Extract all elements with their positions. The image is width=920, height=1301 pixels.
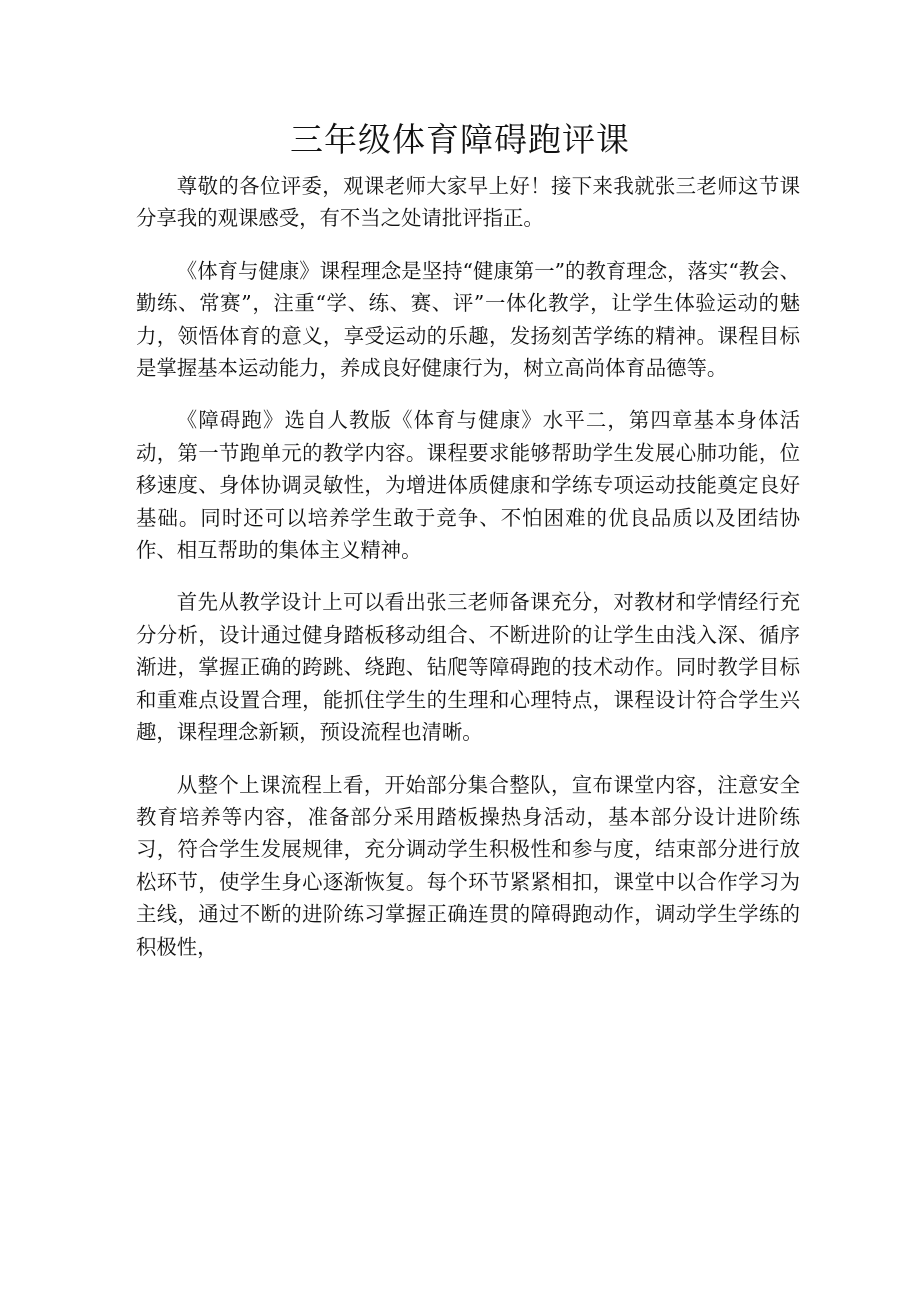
paragraph-teaching-design: 首先从教学设计上可以看出张三老师备课充分，对教材和学情经行充分分析，设计通过健身踏板移动组合、不断进阶的让学生由浅入深、循序渐进，掌握正确的跨跳、绕跑、钻爬等障碍跑的技术动作。同时教学目标和重难点设置合理，能抓住学生的生理和心理特点，课程设计符合学生兴趣，课程理念新颖，预设流程也清晰。 <box>136 590 800 745</box>
paragraph-lesson-flow: 从整个上课流程上看，开始部分集合整队，宣布课堂内容，注意安全教育培养等内容，准备部分采用踏板操热身活动，基本部分设计进阶练习，符合学生发展规律，充分调动学生积极性和参与度，结束部分进行放松环节，使学生身心逐渐恢复。每个环节紧紧相扣，课堂中以合作学习为主线，通过不断的进阶练习掌握正确连贯的障碍跑动作，调动学生学练的积极性， <box>136 772 800 959</box>
paragraph-greeting: 尊敬的各位评委，观课老师大家早上好！接下来我就张三老师这节课分享我的观课感受，有不当之处请批评指正。 <box>136 174 800 231</box>
paragraph-lesson-source: 《障碍跑》选自人教版《体育与健康》水平二，第四章基本身体活动，第一节跑单元的教学内容。课程要求能够帮助学生发展心肺功能，位移速度、身体协调灵敏性，为增进体质健康和学练专项运动技能奠定良好基础。同时还可以培养学生敢于竞争、不怕困难的优良品质以及团结协作、相互帮助的集体主义精神。 <box>136 408 800 563</box>
paragraph-curriculum-concept: 《体育与健康》课程理念是坚持“健康第一”的教育理念，落实“教会、勤练、常赛”，注重“学、练、赛、评”一体化教学，让学生体验运动的魅力，领悟体育的意义，享受运动的乐趣，发扬刻苦学练的精神。课程目标是掌握基本运动能力，养成良好健康行为，树立高尚体育品德等。 <box>136 258 800 381</box>
document-body <box>136 170 800 983</box>
document-title: 三年级体育障碍跑评课 <box>290 120 630 159</box>
